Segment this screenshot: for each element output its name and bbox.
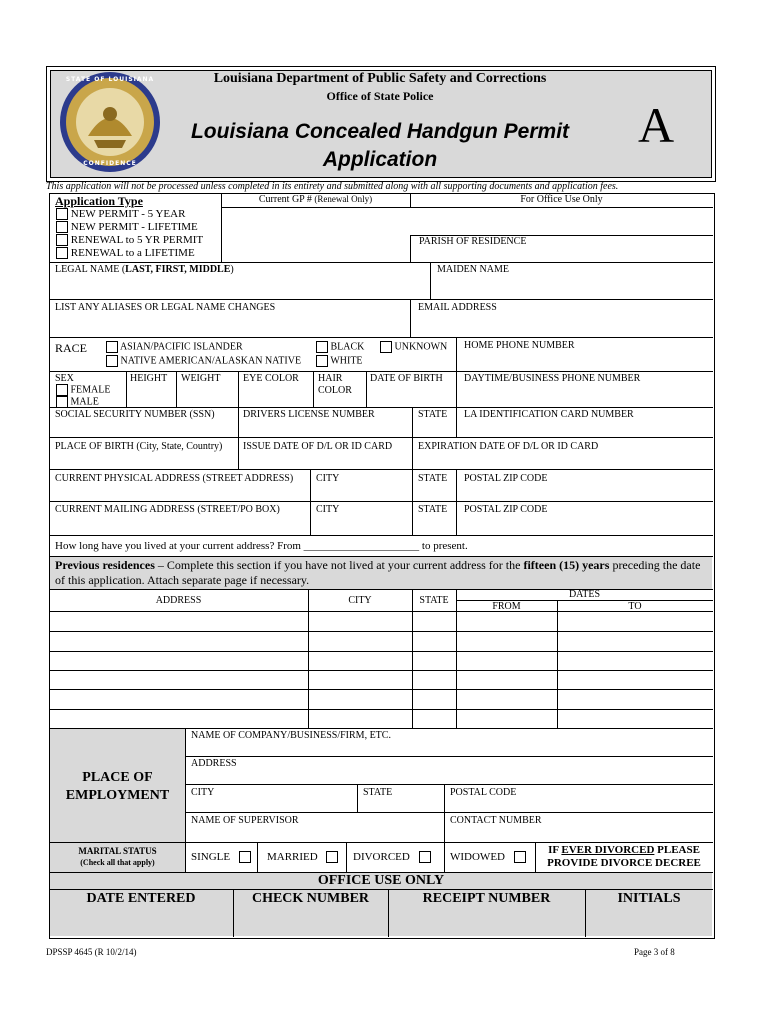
race-unknown[interactable]: [380, 341, 447, 353]
marital-widowed[interactable]: [450, 851, 526, 863]
race-asian[interactable]: [106, 341, 243, 353]
divorce-note-line1: [535, 844, 713, 857]
employment-heading-2: EMPLOYMENT: [65, 788, 170, 803]
marital-heading: [50, 846, 185, 868]
current-gp-label: [221, 194, 410, 205]
current-gp-text: Current GP #: [258, 194, 312, 205]
race-option-label: BLACK: [330, 341, 365, 353]
emp-address-label: ADDRESS: [191, 758, 237, 769]
duration-text-a: How long have you lived at your current address? From: [55, 540, 301, 552]
email-label: EMAIL ADDRESS: [418, 302, 497, 313]
form-letter: A: [638, 97, 675, 153]
option-label: RENEWAL to 5 YR PERMIT: [70, 234, 204, 246]
app-option-renew-5yr[interactable]: [56, 234, 203, 246]
option-label: NEW PERMIT - LIFETIME: [70, 221, 198, 233]
divorce-note-line2: PROVIDE DIVORCE DECREE: [547, 857, 701, 869]
sex-label: SEX: [55, 373, 74, 384]
sex-option-label: MALE: [70, 396, 99, 408]
app-option-renew-lifetime[interactable]: [56, 247, 195, 259]
res-address-col: ADDRESS: [155, 595, 202, 606]
employment-heading-1: PLACE OF: [82, 770, 153, 785]
race-black[interactable]: [316, 341, 364, 353]
ssn-label: SOCIAL SECURITY NUMBER (SSN): [55, 409, 215, 420]
res-to-col: TO: [628, 601, 642, 612]
checkbox[interactable]: [56, 396, 68, 408]
dl-label: DRIVERS LICENSE NUMBER: [243, 409, 375, 420]
duration-text-c: to present.: [421, 540, 468, 552]
mail-addr-label: CURRENT MAILING ADDRESS (STREET/PO BOX): [55, 504, 280, 515]
marital-married[interactable]: [267, 851, 338, 863]
issue-date-label: ISSUE DATE OF D/L OR ID CARD: [243, 441, 393, 452]
checkbox[interactable]: [316, 341, 328, 353]
legal-name-end: ): [230, 264, 234, 275]
hair-label: HAIR: [318, 373, 343, 384]
maiden-name-label: MAIDEN NAME: [437, 264, 509, 275]
la-id-label: LA IDENTIFICATION CARD NUMBER: [464, 409, 634, 420]
legal-name-text: LEGAL NAME (: [55, 264, 126, 275]
checkbox[interactable]: [106, 341, 118, 353]
day-phone-label: DAYTIME/BUSINESS PHONE NUMBER: [464, 373, 641, 384]
company-label: NAME OF COMPANY/BUSINESS/FIRM, ETC.: [191, 730, 391, 741]
dept-name: Louisiana Department of Public Safety and Corrections: [213, 71, 547, 86]
renewal-only-text: (Renewal Only): [314, 194, 373, 204]
phys-zip-label: POSTAL ZIP CODE: [464, 473, 548, 484]
checkbox[interactable]: [106, 355, 118, 367]
marital-option-label: WIDOWED: [450, 851, 505, 863]
marital-option-label: MARRIED: [267, 851, 318, 863]
divorce-note-b: PLEASE: [654, 844, 700, 856]
employment-heading: [50, 769, 185, 805]
initials-label: INITIALS: [617, 891, 681, 906]
date-entered-label: DATE ENTERED: [86, 891, 196, 906]
notice-text: This application will not be processed unless completed in its entirety and submitted along with all supporting documents and application fees.: [46, 181, 619, 192]
checkbox[interactable]: [56, 247, 68, 259]
phys-state-label: STATE: [418, 473, 448, 484]
marital-option-label: SINGLE: [191, 851, 231, 863]
receipt-number-label: RECEIPT NUMBER: [422, 891, 551, 906]
res-state-col: STATE: [419, 595, 449, 606]
parish-label: PARISH OF RESIDENCE: [419, 236, 527, 247]
marital-heading-text: MARITAL STATUS: [78, 846, 157, 856]
form-id: DPSSP 4645 (R 10/2/14): [46, 947, 137, 957]
checkbox[interactable]: [316, 355, 328, 367]
checkbox[interactable]: [56, 208, 68, 220]
emp-city-label: CITY: [191, 787, 215, 798]
race-white[interactable]: [316, 355, 363, 367]
checkbox[interactable]: [56, 234, 68, 246]
option-label: RENEWAL to a LIFETIME: [70, 247, 195, 259]
marital-divorced[interactable]: [353, 851, 431, 863]
marital-sub-text: (Check all that apply): [80, 858, 155, 867]
supervisor-label: NAME OF SUPERVISOR: [191, 815, 299, 826]
prev-res-instructions: [55, 558, 709, 588]
state-seal: [58, 70, 162, 174]
mail-state-label: STATE: [418, 504, 448, 515]
legal-name-label: [55, 264, 234, 275]
residence-duration: [55, 540, 468, 552]
dl-state-label: STATE: [418, 409, 448, 420]
race-option-label: NATIVE AMERICAN/ALASKAN NATIVE: [120, 355, 302, 367]
legal-name-bold: LAST, FIRST, MIDDLE: [125, 264, 231, 275]
prev-res-text: – Complete this section if you have not lived at your current address for the: [154, 558, 524, 572]
duration-blank[interactable]: _____________________: [303, 540, 420, 552]
seal-top-text: STATE OF LOUISIANA: [65, 76, 155, 83]
emp-state-label: STATE: [363, 787, 393, 798]
office-name: Office of State Police: [326, 89, 434, 103]
res-city-col: CITY: [348, 595, 372, 606]
marital-option-label: DIVORCED: [353, 851, 410, 863]
office-use-label: For Office Use Only: [520, 194, 603, 205]
divorce-note-a: IF: [548, 844, 562, 856]
aliases-label: LIST ANY ALIASES OR LEGAL NAME CHANGES: [55, 302, 276, 313]
form-title-line2: Application: [322, 148, 438, 171]
prev-res-bold2: fifteen (15) years: [523, 558, 610, 572]
prev-res-bold: Previous residences: [55, 558, 155, 572]
office-use-heading: OFFICE USE ONLY: [317, 873, 445, 888]
phys-addr-label: CURRENT PHYSICAL ADDRESS (STREET ADDRESS): [55, 473, 294, 484]
app-type-heading: Application Type: [55, 194, 143, 208]
home-phone-label: HOME PHONE NUMBER: [464, 340, 575, 351]
eye-color-label: EYE COLOR: [243, 373, 299, 384]
race-label: RACE: [55, 341, 88, 355]
hair-color-label: COLOR: [318, 385, 352, 396]
dob-label: DATE OF BIRTH: [370, 373, 443, 384]
option-label: NEW PERMIT - 5 YEAR: [70, 208, 186, 220]
sex-male[interactable]: [56, 396, 99, 408]
form-title-line1: Louisiana Concealed Handgun Permit: [190, 120, 570, 143]
divorce-note: [535, 844, 713, 870]
height-label: HEIGHT: [130, 373, 168, 384]
checkbox[interactable]: [326, 851, 338, 863]
checkbox[interactable]: [56, 384, 68, 396]
pob-label: PLACE OF BIRTH (City, State, Country): [55, 441, 223, 452]
phys-city-label: CITY: [316, 473, 340, 484]
race-option-label: UNKNOWN: [394, 341, 448, 353]
race-native[interactable]: [106, 355, 301, 367]
page-number: Page 3 of 8: [634, 947, 675, 957]
mail-zip-label: POSTAL ZIP CODE: [464, 504, 548, 515]
check-number-label: CHECK NUMBER: [251, 891, 370, 906]
seal-bottom-text: CONFIDENCE: [83, 160, 137, 167]
checkbox[interactable]: [419, 851, 431, 863]
prev-res-text2: preceding the date of this application. Attach separate page if necessary.: [55, 558, 701, 587]
race-option-label: WHITE: [330, 355, 363, 367]
sex-option-label: FEMALE: [70, 384, 111, 396]
weight-label: WEIGHT: [181, 373, 221, 384]
app-option-new-5yr[interactable]: [56, 208, 185, 220]
checkbox[interactable]: [239, 851, 251, 863]
emp-postal-label: POSTAL CODE: [450, 787, 517, 798]
checkbox[interactable]: [514, 851, 526, 863]
checkbox[interactable]: [380, 341, 392, 353]
sex-female[interactable]: [56, 384, 111, 396]
res-dates-col: DATES: [568, 589, 601, 600]
divorce-note-u: EVER DIVORCED: [561, 844, 655, 856]
app-option-new-lifetime[interactable]: [56, 221, 198, 233]
marital-single[interactable]: [191, 851, 251, 863]
contact-label: CONTACT NUMBER: [450, 815, 542, 826]
checkbox[interactable]: [56, 221, 68, 233]
race-option-label: ASIAN/PACIFIC ISLANDER: [119, 341, 243, 353]
mail-city-label: CITY: [316, 504, 340, 515]
expire-date-label: EXPIRATION DATE OF D/L OR ID CARD: [418, 441, 599, 452]
res-from-col: FROM: [492, 601, 521, 612]
